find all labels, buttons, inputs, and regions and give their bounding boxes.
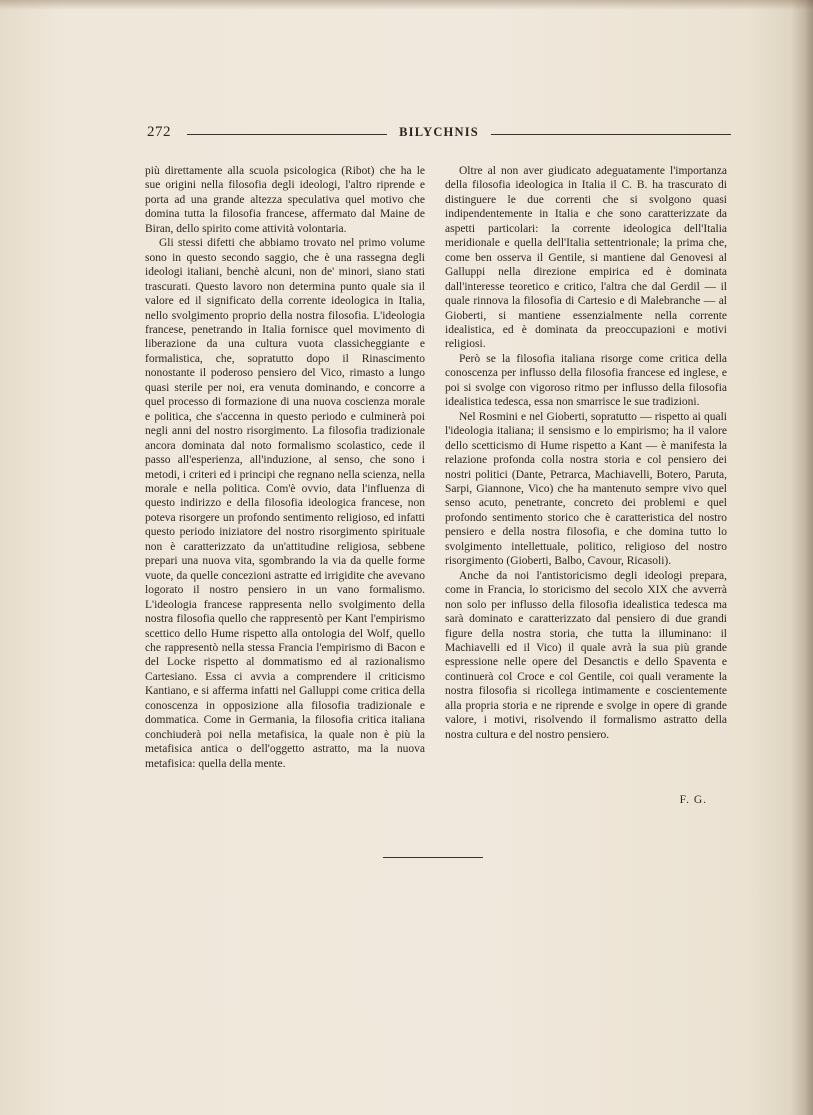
paragraph: più direttamente alla scuola psicologica (Ribot) che ha le sue origini nella filosofia degli ideologi, l'altro riprende e porta ad una grande altezza speculativa quel motivo che domina tutta la filosofia francese, affermato dal Maine de Biran, dello spirito come attività volontaria. [145,165,425,235]
right-column [445,164,727,742]
page-number: 272 [147,124,171,140]
paragraph: Oltre al non aver giudicato adeguatamente l'importanza della filosofia ideologica in Italia il C. B. ha trascurato di distinguere le due correnti che si svolgono quasi indipendentemente in Italia e che sono caratterizzate da aspetti particolari: la corrente ideologica dell'Italia meridionale e quella dell'Italia settentrionale; la prima che, come ben osserva il Gentile, si mantiene dal Genovesi al Galluppi nella direzione empirica ed è dominata dall'interesse teoretico e critico, l'altra che dal Gerdil — il quale rinnova la filosofia di Cartesio e di Malebranche — al Gioberti, si mantiene essenzialmente nella corrente idealistica, ed è dominata da preoccupazioni e motivi religiosi. [445,165,727,351]
paragraph: Anche da noi l'antistoricismo degli ideologi prepara, come in Francia, lo storicismo del secolo XIX che avverrà non solo per influsso della filosofia idealistica tedesca ma sarà dominato e caratterizzato dal pensiero di due grandi figure della nostra storia, che tutta la illuminano: il Machiavelli ed il Vico) il quale avrà la sua più grande espressione nelle opere del Desanctis e dello Spaventa e continuerà col Croce e col Gentile, coi quali veramente la nostra filosofia si ricollega intimamente e coscientemente alla propria storia e ne riprende e svolge in opere di grande valore, i motivi, risolvendo il formalismo astratto della nostra cultura e del nostro pensiero. [445,569,727,741]
page-right-shadow [791,0,813,1115]
page-header [147,124,731,146]
end-rule [383,857,483,858]
paragraph: Nel Rosmini e nel Gioberti, sopratutto — rispetto ai quali l'ideologia italiana; il sensismo e lo empirismo; ha il valore dello scetticismo di Hume rispetto a Kant — è manifesta la relazione profonda colla nostra storia e col pensiero dei nostri politici (Dante, Petrarca, Machiavelli, Botero, Paruta, Sarpi, Giannone, Vico) che ha mantenuto sempre vivo quel senso acuto, penetrante, concreto dei problemi e quel profondo sentimento storico che è caratteristica del nostro pensiero e della nostra filosofia, e che domina tutto lo svolgimento intellettuale, politico, religioso del nostro risorgimento (Gioberti, Balbo, Cavour, Ricasoli). [445,410,727,568]
running-title: BILYCHNIS [399,125,479,139]
page-top-shadow [0,0,813,10]
paragraph: Però se la filosofia italiana risorge come critica della conoscenza per influsso della filosofia francese ed inglese, e poi si svolge con vigoroso ritmo per influsso della filosofia idealistica tedesca, essa non smarrisce le sue tradizioni. [445,352,727,409]
left-column [145,164,425,771]
author-signature: F. G. [679,794,707,806]
paragraph: Gli stessi difetti che abbiamo trovato nel primo volume sono in questo secondo saggio, che è una rassegna degli ideologi italiani, benchè alcuni, non de' minori, siano stati trascurati. Questo lavoro non determina punto quale sia il valore ed il significato della corrente ideologica in Italia, nello svolgimento proprio della nostra filosofia. L'ideologia francese, penetrando in Italia fornisce quel movimento di liberazione da una cultura vuota classicheggiante e formalistica, che, sopratutto dopo il Rinascimento nonostante il poderoso pensiero del Vico, rimasto a lungo quasi sterile per noi, era venuta dominando, e concorre a quel processo di formazione di una nuova coscienza morale e politica, che s'accenna in questo periodo e culminerà poi negli anni del nostro risorgimento. La filosofia tradizionale ancora dominata dal noto formalismo scolastico, cede il passo all'esperienza, all'induzione, al senso, che sono i metodi, i criteri ed i principi che regnano nella scienza, nella morale e nella politica. Com'è ovvio, data l'influenza di questo indirizzo e della filosofia ideologica francese, non poteva risorgere un profondo sentimento religioso, ed infatti questo periodo iniziatore del nostro risorgimento spirituale non è caratterizzato da un'attitudine religiosa, sebbene prepari una nuova vita, sgombrando la via da quelle forme vuote, da quelle concezioni astratte ed irrigidite che avevano logorato il nostro pensiero in un vano formalismo. L'ideologia francese rappresenta nello svolgimento della nostra filosofia quello che rappresentò per Kant l'empirismo scettico dello Hume rispetto alla ontologia del Wolf, quello che rappresentò nella stessa Francia l'empirismo di Bacon e del Locke rispetto al dommatismo ed al razionalismo Cartesiano. Essa ci avvia a comprendere il criticismo Kantiano, e si afferma infatti nel Galluppi come critica della conoscenza in opposizione alla filosofia tradizionale e dommatica. Come in Germania, la filosofia critica italiana conchiuderà poi nella metafisica, la quale non è più la metafisica antica o dell'oggetto astratto, ma la nuova metafisica: quella della mente. [145,237,425,770]
header-rule-right [491,134,731,135]
